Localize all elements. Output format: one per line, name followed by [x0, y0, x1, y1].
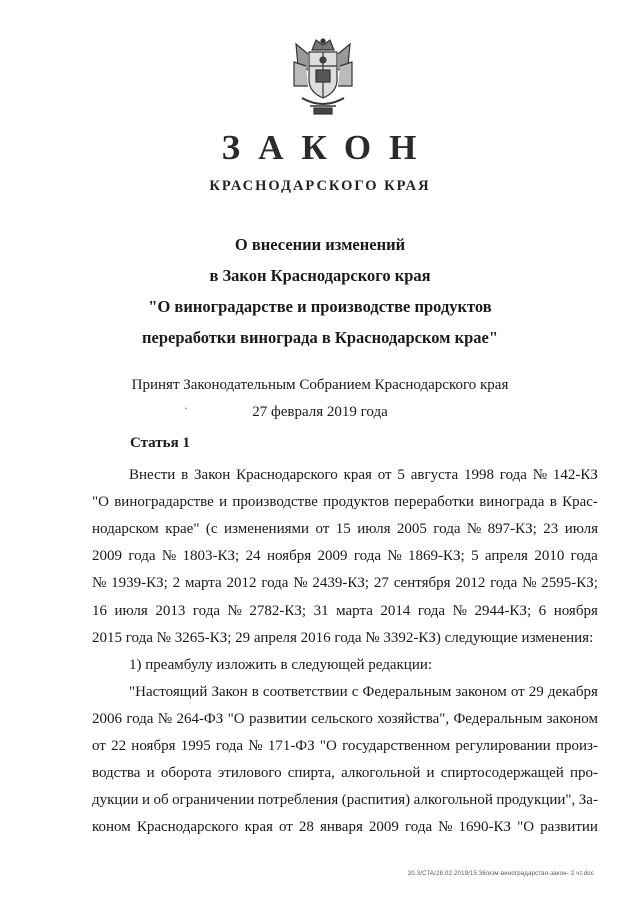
body-line: от 22 ноября 1995 года № 171-ФЗ "О государственном регулировании произ- — [92, 738, 598, 754]
body-line: водства и оборота этилового спирта, алкогольной и спиртосодержащей про- — [92, 765, 598, 782]
coat-of-arms-emblem — [288, 36, 358, 120]
law-heading — [0, 229, 640, 353]
body-line: Внести в Закон Краснодарского края от 5 августа 1998 года № 142-КЗ — [129, 467, 598, 483]
article-title: Статья 1 — [130, 435, 190, 451]
file-footer: 20.3/СТА/28.02.2019/15:36/изм-виноградарство-закон- 2 чт.doc — [407, 871, 594, 877]
heading-line: "О виноградарстве и производстве продуктов — [148, 297, 492, 316]
document-title: ЗАКОН — [221, 128, 435, 167]
body-line: 2009 года № 1803-КЗ; 24 ноября 2009 года № 1869-КЗ; 5 апреля 2010 года — [92, 548, 598, 565]
heading-line: О внесении изменений — [234, 235, 406, 254]
adoption-body: Принят Законодательным Собранием Краснодарского края — [131, 377, 509, 393]
body-line: "О виноградарстве и производстве продуктов переработки винограда в Крас- — [92, 494, 598, 511]
body-line: № 1939-КЗ; 2 марта 2012 года № 2439-КЗ; 27 сентября 2012 года № 2595-КЗ; — [92, 575, 598, 592]
body-line: коном Краснодарского края от 28 января 2009 года № 1690-КЗ "О развитии — [92, 819, 598, 836]
body-line: дукции и об ограничении потребления (распития) алкогольной продукции", За- — [92, 792, 598, 809]
body-line: 2015 года № 3265-КЗ; 29 апреля 2016 года № 3392-КЗ) следующие изменения: — [92, 629, 594, 646]
body-line: 16 июля 2013 года № 2782-КЗ; 31 марта 2014 года № 2944-КЗ; 6 ноября — [92, 602, 598, 619]
body-line: 1) преамбулу изложить в следующей редакции: — [129, 656, 433, 673]
body-line: 2006 года № 264-ФЗ "О развитии сельского хозяйства", Федеральным законом — [92, 710, 598, 727]
heading-line: в Закон Краснодарского края — [209, 266, 431, 285]
document-subtitle: КРАСНОДАРСКОГО КРАЯ — [209, 178, 431, 194]
body-line: нодарском крае" (с изменениями от 15 июля 2005 года № 897-КЗ; 23 июля — [92, 521, 598, 538]
adoption-info — [0, 372, 640, 426]
scan-mark: ` — [184, 405, 188, 419]
adoption-date: 27 февраля 2019 года — [252, 404, 388, 420]
heading-line: переработки винограда в Краснодарском крае" — [141, 328, 498, 347]
body-line: "Настоящий Закон в соответствии с Федеральным законом от 29 декабря — [129, 683, 598, 700]
